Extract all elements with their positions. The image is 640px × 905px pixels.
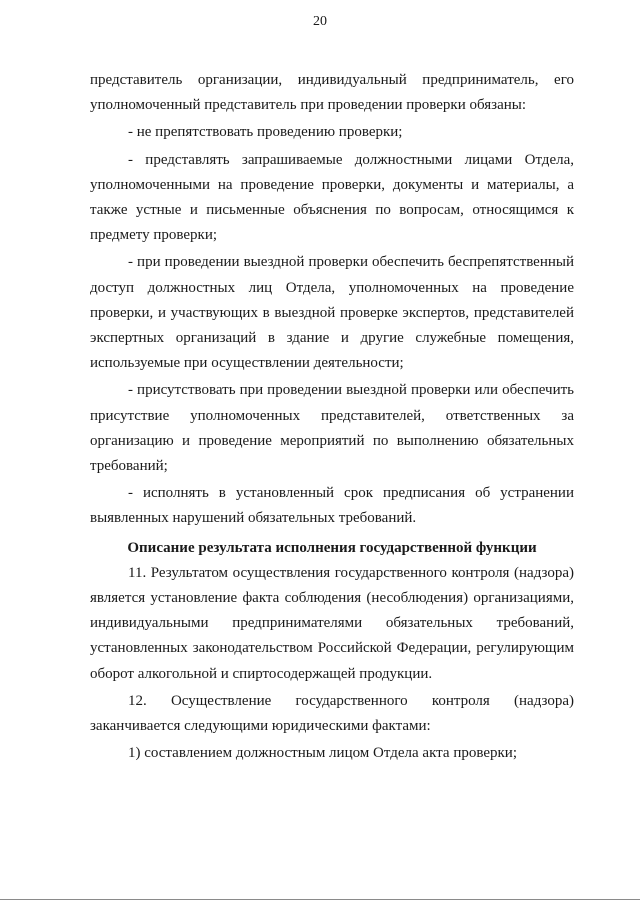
paragraph-item-11: 11. Результатом осуществления государственного контроля (надзора) является установление факта соблюдения (несоблюдения) организациями, индивидуальными предпринимателями обязательных требований, установленных законодательством Российской Федерации, регулирующим оборот алкогольной и спиртосодержащей продукции. xyxy=(90,564,574,682)
paragraph-intro: представитель организации, индивидуальный предприниматель, его уполномоченный представитель при проведении проверки обязаны: xyxy=(90,72,574,114)
paragraph-obligation-3: - при проведении выездной проверки обеспечить беспрепятственный доступ должностных лиц Отдела, уполномоченных на проведение проверки, и участвующих в выездной проверке экспертов, представителей экспертных организаций в здание и другие служебные помещения, используемые при осуществлении деятельности; xyxy=(90,254,574,372)
paragraph-item-12: 12. Осуществление государственного контроля (надзора) заканчивается следующими юридическими фактами: xyxy=(90,692,574,735)
paragraph-item-12-1: 1) составлением должностным лицом Отдела акта проверки; xyxy=(128,745,517,762)
paragraph-obligation-2: - представлять запрашиваемые должностными лицами Отдела, уполномоченными на проведение проверки, документы и материалы, а также устные и письменные объяснения по вопросам, относящимся к предмету проверки; xyxy=(90,151,574,244)
paragraph-obligation-1: - не препятствовать проведению проверки; xyxy=(128,124,403,141)
section-heading: Описание результата исполнения государственной функции xyxy=(127,539,537,556)
page-number: 20 xyxy=(313,14,327,29)
page-body xyxy=(90,68,574,766)
paragraph-obligation-4: - присутствовать при проведении выездной проверки или обеспечить присутствие уполномоченных представителей, ответственных за организацию и проведение мероприятий по выполнению обязательных требований; xyxy=(90,382,574,475)
paragraph-obligation-5: - исполнять в установленный срок предписания об устранении выявленных нарушений обязательных требований. xyxy=(90,485,574,527)
scan-edge-line xyxy=(0,899,640,900)
